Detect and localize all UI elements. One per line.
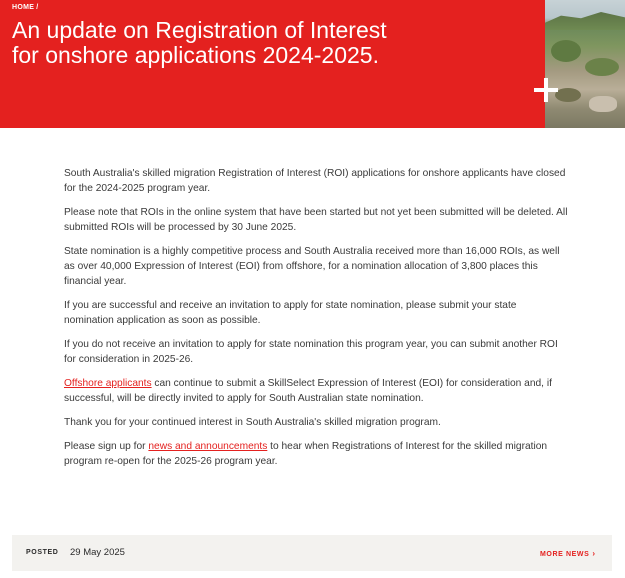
article-paragraph: Thank you for your continued interest in South Australia's skilled migration program. — [64, 417, 441, 428]
article-text: Please sign up for — [64, 441, 149, 452]
article-paragraph: State nomination is a highly competitive process and South Australia received more than 16,000 ROIs, as well as over 40,000 Expression of Interest (EOI) from offshore, for a nomination allocation of 3,800 places this financial year. — [64, 246, 560, 287]
offshore-applicants-link[interactable]: Offshore applicants — [64, 378, 152, 389]
hero-landscape-image — [545, 0, 625, 128]
article-paragraph: If you do not receive an invitation to apply for state nomination this program year, you can submit another ROI for consideration in 2025-26. — [64, 339, 558, 365]
hero-banner — [0, 0, 625, 128]
more-news-label: MORE NEWS — [540, 551, 590, 558]
article-paragraph: South Australia's skilled migration Registration of Interest (ROI) applications for onshore applicants have closed for the 2024-2025 program year. — [64, 168, 566, 194]
post-footer — [12, 535, 612, 571]
breadcrumb-home-link[interactable]: HOME — [12, 4, 35, 11]
hero-image-rock — [589, 96, 617, 112]
page-title: An update on Registration of Interest for onshore applications 2024-2025. — [12, 17, 387, 68]
article-paragraph: If you are successful and receive an invitation to apply for state nomination, please submit your state nomination application as soon as possible. — [64, 300, 517, 326]
article-body — [64, 166, 569, 478]
hero-image-shrub — [551, 40, 581, 62]
article-text: can continue to submit a SkillSelect Expression of Interest (EOI) for consideration and, if successful, will be directly invited to apply for South Australian state nomination. — [64, 378, 552, 404]
chevron-right-icon: › — [592, 549, 596, 558]
hero-image-shrub — [585, 58, 619, 76]
more-news-link[interactable] — [540, 549, 596, 558]
hero-image-ridge — [545, 12, 625, 30]
article-paragraph: Please note that ROIs in the online system that have been started but not yet been submitted will be deleted. All submitted ROIs will be processed by 30 June 2025. — [64, 207, 568, 233]
plus-icon[interactable] — [531, 75, 561, 105]
article-paragraph — [64, 439, 569, 469]
breadcrumb — [12, 4, 38, 11]
article-paragraph — [64, 376, 569, 406]
breadcrumb-separator: / — [36, 4, 39, 11]
posted-label: POSTED — [26, 549, 59, 556]
posted-date: 29 May 2025 — [70, 547, 125, 558]
news-announcements-link[interactable]: news and announcements — [148, 441, 268, 452]
article-text: to hear when Registrations of Interest for the skilled migration program re-open for the 2025-26 program year. — [64, 441, 548, 467]
